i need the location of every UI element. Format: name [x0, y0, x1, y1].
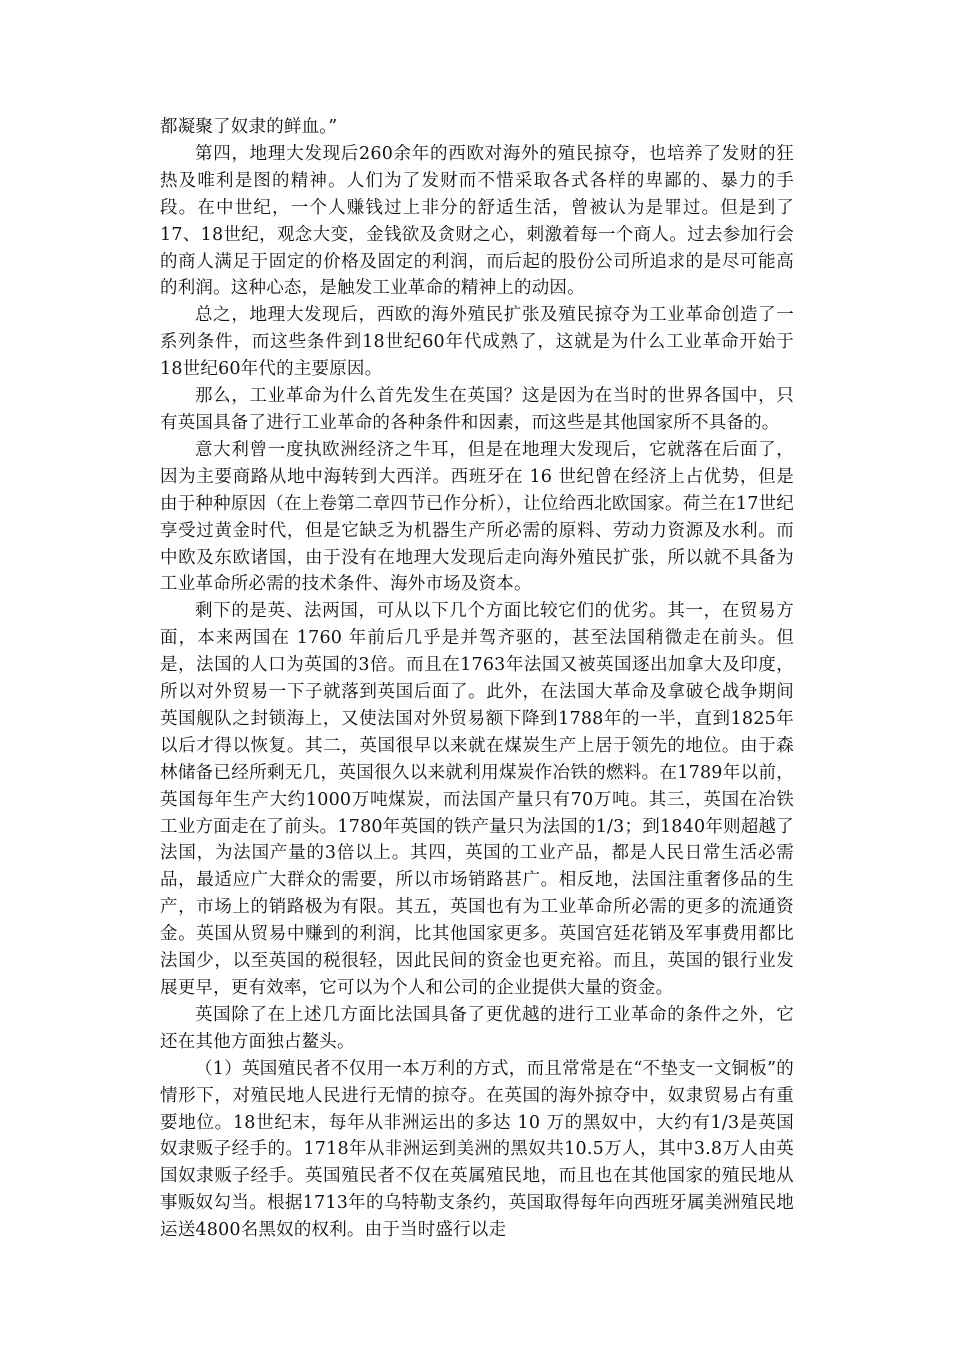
paragraph-1: 都凝聚了奴隶的鲜血。”: [160, 117, 338, 137]
paragraph-3: 总之，地理大发现后，西欧的海外殖民扩张及殖民掠夺为工业革命创造了一系列条件，而这些条件到18世纪60年代成熟了，这就是为什么工业革命开始于18世纪60年代的主要原因。: [160, 305, 794, 380]
paragraph-5: 意大利曾一度执欧洲经济之牛耳，但是在地理大发现后，它就落在后面了，因为主要商路从地中海转到大西洋。西班牙在 16 世纪曾在经济上占优势，但是由于种种原因（在上卷第二章四节已作分析），让位给西北欧国家。荷兰在17世纪享受过黄金时代，但是它缺乏为机器生产所必需的原料、劳动力资源及水利。而中欧及东欧诸国，由于没有在地理大发现后走向海外殖民扩张，所以就不具备为工业革命所必需的技术条件、海外市场及资本。: [160, 439, 794, 595]
paragraph-2: 第四，地理大发现后260余年的西欧对海外的殖民掠夺，也培养了发财的狂热及唯利是图的精神。人们为了发财而不惜采取各式各样的卑鄙的、暴力的手段。在中世纪，一个人赚钱过上非分的舒适生活，曾被认为是罪过。但是到了17、18世纪，观念大变，金钱欲及贪财之心，刺激着每一个商人。过去参加行会的商人满足于固定的价格及固定的利润，而后起的股份公司所追求的是尽可能高的利润。这种心态，是触发工业革命的精神上的动因。: [160, 143, 794, 299]
paragraph-8: （1）英国殖民者不仅用一本万利的方式，而且常常是在“不垫支一文铜板”的情形下，对殖民地人民进行无情的掠夺。在英国的海外掠夺中，奴隶贸易占有重要地位。18世纪末，每年从非洲运出的多达 10 万的黑奴中，大约有1/3是英国奴隶贩子经手的。1718年从非洲运到美洲的黑奴共10.5万人，其中3.8万人由英国奴隶贩子经手。英国殖民者不仅在英属殖民地，而且也在其他国家的殖民地从事贩奴勾当。根据1713年的乌特勒支条约，英国取得每年向西班牙属美洲殖民地运送4800名黑奴的权利。由于当时盛行以走: [160, 1058, 794, 1241]
paragraph-7: 英国除了在上述几方面比法国具备了更优越的进行工业革命的条件之外，它还在其他方面独占鳌头。: [160, 1004, 794, 1052]
document-page: [160, 114, 794, 1244]
paragraph-6: 剩下的是英、法两国，可从以下几个方面比较它们的优劣。其一，在贸易方面，本来两国在 1760 年前后几乎是并驾齐驱的，甚至法国稍微走在前头。但是，法国的人口为英国的3倍。而且在1763年法国又被英国逐出加拿大及印度，所以对外贸易一下子就落到英国后面了。此外，在法国大革命及拿破仑战争期间英国舰队之封锁海上，又使法国对外贸易额下降到1788年的一半，直到1825年以后才得以恢复。其二，英国很早以来就在煤炭生产上居于领先的地位。由于森林储备已经所剩无几，英国很久以来就利用煤炭作冶铁的燃料。在1789年以前，英国每年生产大约1000万吨煤炭，而法国产量只有70万吨。其三，英国在冶铁工业方面走在了前头。1780年英国的铁产量只为法国的1/3；到1840年则超越了法国，为法国产量的3倍以上。其四，英国的工业产品，都是人民日常生活必需品，最适应广大群众的需要，所以市场销路甚广。相反地，法国注重奢侈品的生产，市场上的销路极为有限。其五，英国也有为工业革命所必需的更多的流通资金。英国从贸易中赚到的利润，比其他国家更多。英国宫廷花销及军事费用都比法国少，以至英国的税很轻，因此民间的资金也更充裕。而且，英国的银行业发展更早，更有效率，它可以为个人和公司的企业提供大量的资金。: [160, 601, 794, 998]
paragraph-4: 那么，工业革命为什么首先发生在英国？这是因为在当时的世界各国中，只有英国具备了进行工业革命的各种条件和因素，而这些是其他国家所不具备的。: [160, 386, 794, 433]
